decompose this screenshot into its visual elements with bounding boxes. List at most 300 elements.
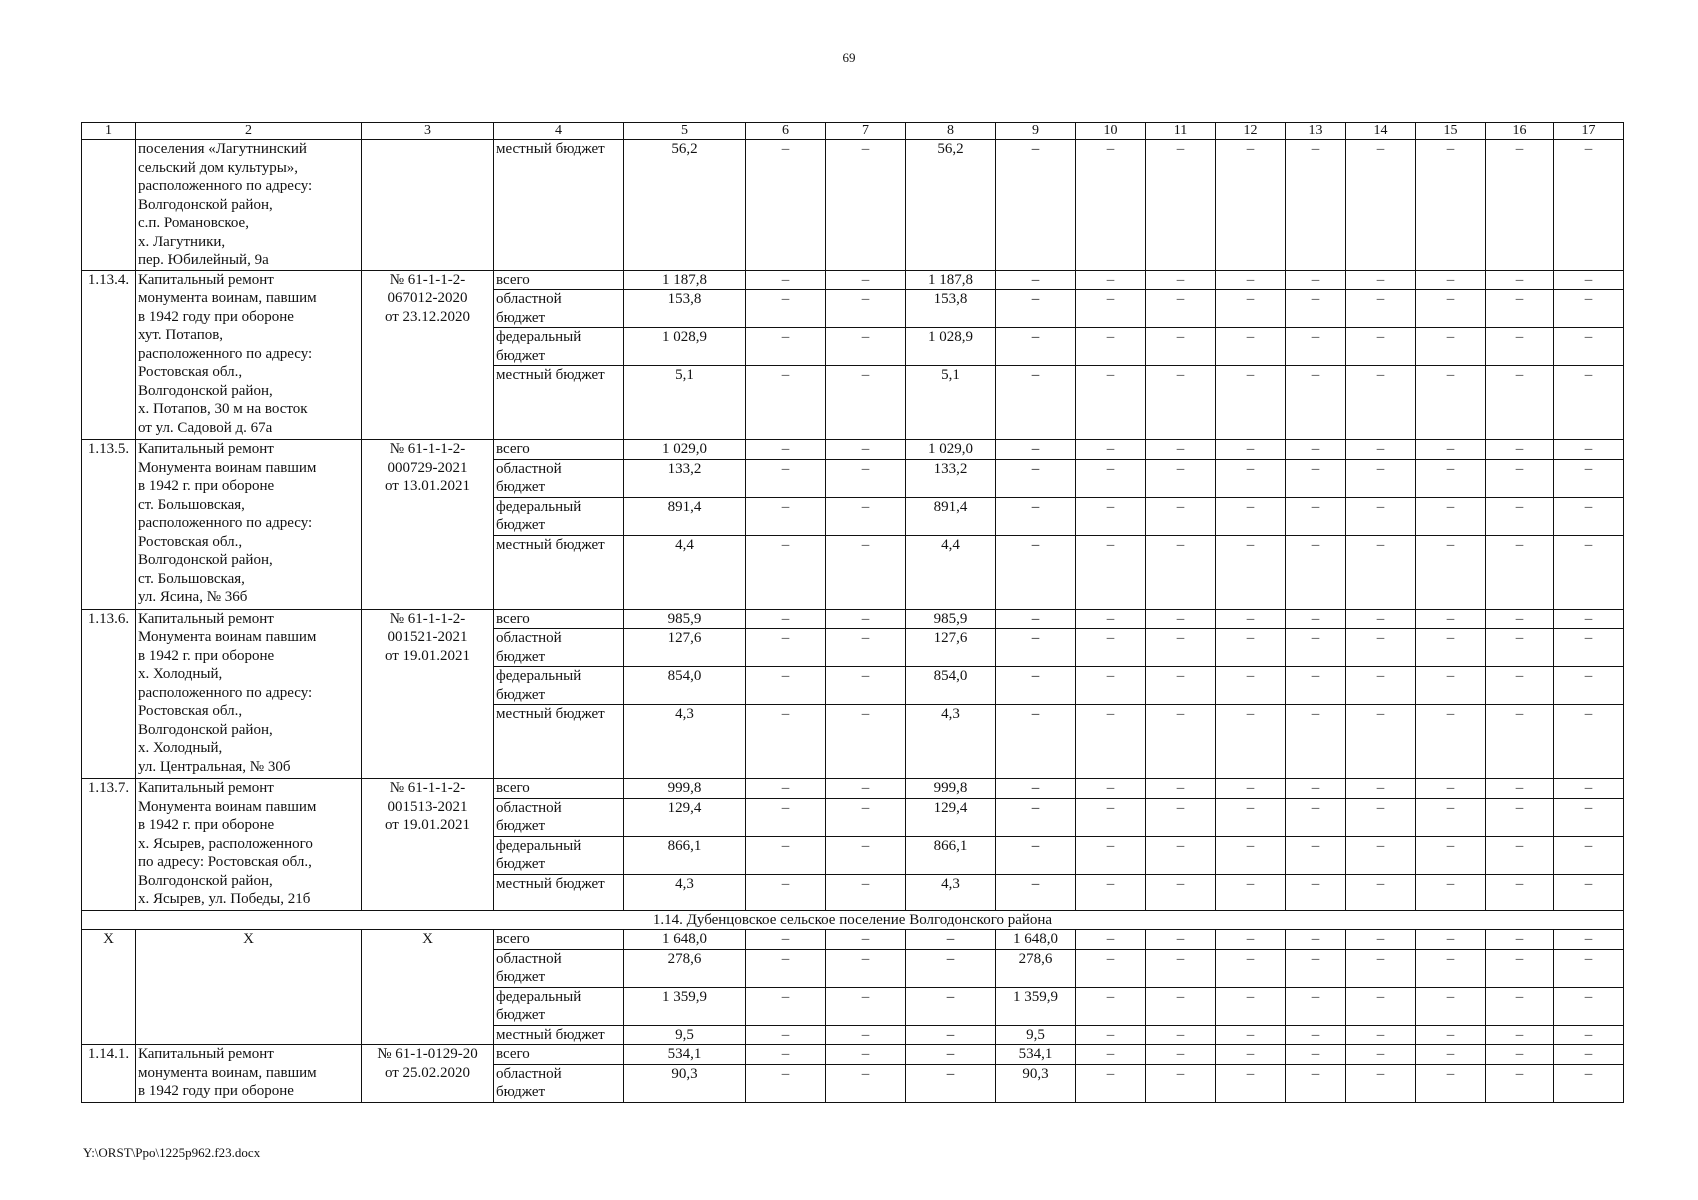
empty-value: – [1486,328,1554,366]
empty-value: – [1146,440,1216,460]
year-value-col8: 1 029,0 [906,440,996,460]
year-value-col8: – [906,1025,996,1045]
empty-value: – [1216,667,1286,705]
empty-value: – [1216,270,1286,290]
item-number: 1.13.7. [82,779,136,911]
table-row [82,609,1624,629]
funding-source: местный бюджет [494,366,624,440]
empty-value: – [1076,667,1146,705]
funding-source: федеральный бюджет [494,667,624,705]
empty-value: – [746,667,826,705]
empty-value: – [1486,497,1554,535]
empty-value: – [826,535,906,609]
empty-value: – [1216,949,1286,987]
year-value-col8: 4,4 [906,535,996,609]
empty-value: – [826,290,906,328]
empty-value: – [746,836,826,874]
empty-value: – [1416,779,1486,799]
empty-value: – [1554,1025,1624,1045]
item-name: поселения «Лагутнинский сельский дом культуры», расположенного по адресу: Волгодонской район, с.п. Романовское, х. Лагутники, пер. Юбилейный, 9а [136,140,362,271]
empty-value: – [1216,440,1286,460]
empty-value: – [826,609,906,629]
year-value-col9: – [996,609,1076,629]
column-number-header: 5 [624,123,746,140]
total-value: 534,1 [624,1045,746,1065]
empty-value: – [1486,949,1554,987]
empty-value: – [1286,874,1346,910]
document-number: № 61-1-1-2- 001513-2021 от 19.01.2021 [362,779,494,911]
empty-value: – [826,459,906,497]
empty-value: – [1346,874,1416,910]
empty-value: – [1286,930,1346,950]
year-value-col9: – [996,140,1076,271]
column-number-header: 16 [1486,123,1554,140]
empty-value: – [1416,836,1486,874]
total-value: 127,6 [624,629,746,667]
item-number: 1.13.5. [82,440,136,610]
empty-value: – [1346,1045,1416,1065]
empty-value: – [1076,1025,1146,1045]
empty-value: – [826,328,906,366]
year-value-col8: 985,9 [906,609,996,629]
empty-value: – [1216,535,1286,609]
empty-value: – [1346,798,1416,836]
total-value: 854,0 [624,667,746,705]
empty-value: – [826,629,906,667]
empty-value: – [1554,949,1624,987]
empty-value: – [1554,609,1624,629]
empty-value: – [1286,270,1346,290]
item-name: Капитальный ремонт Монумента воинам павшим в 1942 г. при обороне ст. Большовская, расположенного по адресу: Ростовская обл., Волгодонской район, ст. Большовская, ул. Ясина, № 36б [136,440,362,610]
table-row [82,270,1624,290]
empty-value: – [746,987,826,1025]
column-number-header: 4 [494,123,624,140]
empty-value: – [1486,629,1554,667]
empty-value: – [1486,1025,1554,1045]
column-number-header: 8 [906,123,996,140]
total-value: 129,4 [624,798,746,836]
empty-value: – [1146,930,1216,950]
empty-value: – [1346,440,1416,460]
empty-value: – [1554,497,1624,535]
year-value-col8: 854,0 [906,667,996,705]
empty-value: – [1146,779,1216,799]
year-value-col8: 891,4 [906,497,996,535]
empty-value: – [1076,609,1146,629]
empty-value: – [1346,609,1416,629]
empty-value: – [826,366,906,440]
empty-value: – [1076,779,1146,799]
empty-value: – [746,140,826,271]
empty-value: – [1486,836,1554,874]
item-name: Капитальный ремонт Монумента воинам павшим в 1942 г. при обороне х. Ясырев, расположенного по адресу: Ростовская обл., Волгодонской район, х. Ясырев, ул. Победы, 21б [136,779,362,911]
empty-value: – [1346,1025,1416,1045]
total-value: 999,8 [624,779,746,799]
item-name: Капитальный ремонт Монумента воинам павшим в 1942 г. при обороне х. Холодный, расположенного по адресу: Ростовская обл., Волгодонской район, х. Холодный, ул. Центральная, № 30б [136,609,362,779]
empty-value: – [1076,459,1146,497]
empty-value: – [1286,987,1346,1025]
year-value-col9: 534,1 [996,1045,1076,1065]
empty-value: – [1554,1045,1624,1065]
empty-value: – [1486,930,1554,950]
empty-value: – [1286,629,1346,667]
year-value-col8: 1 187,8 [906,270,996,290]
empty-value: – [1554,779,1624,799]
year-value-col9: 1 359,9 [996,987,1076,1025]
column-number-header: 14 [1346,123,1416,140]
empty-value: – [1076,140,1146,271]
empty-value: – [1286,328,1346,366]
total-value: 866,1 [624,836,746,874]
empty-value: – [1486,987,1554,1025]
empty-value: – [1554,535,1624,609]
empty-value: – [1416,1064,1486,1102]
year-value-col8: 866,1 [906,836,996,874]
empty-value: – [1216,497,1286,535]
empty-value: – [1554,366,1624,440]
column-number-header: 10 [1076,123,1146,140]
empty-value: – [1216,459,1286,497]
empty-value: – [1286,836,1346,874]
funding-source: всего [494,270,624,290]
empty-value: – [1554,798,1624,836]
empty-value: – [826,874,906,910]
empty-value: – [1286,1045,1346,1065]
empty-value: – [1216,705,1286,779]
year-value-col8: 133,2 [906,459,996,497]
empty-value: – [1416,798,1486,836]
year-value-col8: 4,3 [906,705,996,779]
item-number: 1.14.1. [82,1045,136,1103]
empty-value: – [1554,874,1624,910]
empty-value: – [826,987,906,1025]
empty-value: – [826,705,906,779]
empty-value: – [826,1064,906,1102]
total-value: 1 028,9 [624,328,746,366]
funding-source: федеральный бюджет [494,836,624,874]
empty-value: – [1146,1064,1216,1102]
empty-value: – [1146,290,1216,328]
column-number-header: 7 [826,123,906,140]
file-path-footer: Y:\ORST\Ppo\1225p962.f23.docx [83,1145,261,1160]
section-title: 1.14. Дубенцовское сельское поселение Волгодонского района [82,910,1624,930]
empty-value: – [1286,290,1346,328]
empty-value: – [1486,366,1554,440]
total-value: 4,3 [624,705,746,779]
item-name: Капитальный ремонт монумента воинам, павшим в 1942 году при обороне [136,1045,362,1103]
empty-value: – [1554,440,1624,460]
year-value-col8: 1 028,9 [906,328,996,366]
total-value: 56,2 [624,140,746,271]
funding-source: областной бюджет [494,629,624,667]
empty-value: – [1286,705,1346,779]
empty-value: – [1486,1045,1554,1065]
total-value: 1 359,9 [624,987,746,1025]
empty-value: – [1486,459,1554,497]
funding-source: федеральный бюджет [494,987,624,1025]
year-value-col9: – [996,798,1076,836]
empty-value: – [1076,328,1146,366]
empty-value: – [826,270,906,290]
empty-value: – [746,1045,826,1065]
empty-value: – [1146,270,1216,290]
document-number: № 61-1-1-2- 000729-2021 от 13.01.2021 [362,440,494,610]
year-value-col9: – [996,629,1076,667]
empty-value: – [1346,328,1416,366]
funding-source: местный бюджет [494,705,624,779]
empty-value: – [826,949,906,987]
total-value: 4,3 [624,874,746,910]
empty-value: – [1486,798,1554,836]
empty-value: – [1554,1064,1624,1102]
empty-value: – [746,705,826,779]
empty-value: – [1076,798,1146,836]
year-value-col9: 1 648,0 [996,930,1076,950]
empty-value: – [746,874,826,910]
item-number: 1.13.4. [82,270,136,440]
empty-value: – [1554,705,1624,779]
year-value-col9: – [996,836,1076,874]
empty-value: – [746,629,826,667]
empty-value: – [1076,930,1146,950]
total-value: 985,9 [624,609,746,629]
empty-value: – [826,930,906,950]
table-row [82,140,1624,271]
empty-value: – [1286,798,1346,836]
empty-value: – [1486,1064,1554,1102]
empty-value: – [1216,1025,1286,1045]
total-value: 1 648,0 [624,930,746,950]
year-value-col8: – [906,949,996,987]
empty-value: – [1486,705,1554,779]
empty-value: – [826,836,906,874]
empty-value: – [1286,779,1346,799]
empty-value: – [1346,629,1416,667]
funding-source: областной бюджет [494,290,624,328]
empty-value: – [1346,459,1416,497]
empty-value: – [1216,609,1286,629]
empty-value: – [1416,629,1486,667]
empty-value: – [746,1064,826,1102]
empty-value: – [1076,705,1146,779]
empty-value: – [1076,949,1146,987]
empty-value: – [826,1025,906,1045]
year-value-col8: 129,4 [906,798,996,836]
column-number-header: 12 [1216,123,1286,140]
empty-value: – [1554,629,1624,667]
empty-value: – [1216,836,1286,874]
empty-value: – [1146,629,1216,667]
empty-value: – [746,270,826,290]
funding-source: местный бюджет [494,874,624,910]
document-number [362,140,494,271]
empty-value: – [1076,629,1146,667]
empty-value: – [1416,366,1486,440]
empty-value: – [1216,1064,1286,1102]
empty-value: – [1286,366,1346,440]
empty-value: – [1146,497,1216,535]
column-number-header: 9 [996,123,1076,140]
empty-value: – [1146,609,1216,629]
empty-value: – [1286,609,1346,629]
empty-value: – [1216,798,1286,836]
empty-value: – [1146,667,1216,705]
document-number: № 61-1-1-2- 001521-2021 от 19.01.2021 [362,609,494,779]
empty-value: – [1346,930,1416,950]
empty-value: – [1346,270,1416,290]
empty-value: – [1286,667,1346,705]
empty-value: – [826,779,906,799]
empty-value: – [1216,140,1286,271]
total-value: 90,3 [624,1064,746,1102]
empty-value: – [826,140,906,271]
year-value-col9: – [996,535,1076,609]
empty-value: – [1416,140,1486,271]
total-value: 891,4 [624,497,746,535]
empty-value: – [1416,290,1486,328]
header-row [82,123,1624,140]
funding-source: областной бюджет [494,949,624,987]
item-name: Капитальный ремонт монумента воинам, павшим в 1942 году при обороне хут. Потапов, расположенного по адресу: Ростовская обл., Волгодонской район, х. Потапов, 30 м на восток от ул. Садовой д. 67а [136,270,362,440]
empty-value: – [1416,609,1486,629]
empty-value: – [1286,459,1346,497]
year-value-col8: 56,2 [906,140,996,271]
funding-source: всего [494,440,624,460]
column-number-header: 11 [1146,123,1216,140]
year-value-col9: – [996,779,1076,799]
column-number-header: 17 [1554,123,1624,140]
total-value: 1 029,0 [624,440,746,460]
empty-value: – [1146,836,1216,874]
empty-value: – [1346,987,1416,1025]
empty-value: – [826,798,906,836]
empty-value: – [1486,140,1554,271]
table-row [82,440,1624,460]
empty-value: – [1416,270,1486,290]
funding-source: местный бюджет [494,1025,624,1045]
item-number [82,140,136,271]
empty-value: – [1554,328,1624,366]
empty-value: – [1554,836,1624,874]
total-value: 4,4 [624,535,746,609]
empty-value: – [1146,949,1216,987]
item-number: Х [82,930,136,1045]
year-value-col9: – [996,705,1076,779]
item-number: 1.13.6. [82,609,136,779]
empty-value: – [1076,987,1146,1025]
empty-value: – [1346,290,1416,328]
empty-value: – [1416,705,1486,779]
empty-value: – [1346,836,1416,874]
empty-value: – [1486,667,1554,705]
empty-value: – [1554,930,1624,950]
column-number-header: 15 [1416,123,1486,140]
total-value: 153,8 [624,290,746,328]
empty-value: – [1416,328,1486,366]
empty-value: – [1216,874,1286,910]
empty-value: – [1346,705,1416,779]
year-value-col8: – [906,987,996,1025]
year-value-col8: – [906,930,996,950]
year-value-col8: – [906,1064,996,1102]
empty-value: – [1076,290,1146,328]
empty-value: – [746,798,826,836]
empty-value: – [1146,459,1216,497]
year-value-col8: 153,8 [906,290,996,328]
empty-value: – [1554,667,1624,705]
document-number: № 61-1-0129-20 от 25.02.2020 [362,1045,494,1103]
empty-value: – [1416,535,1486,609]
empty-value: – [1416,930,1486,950]
total-value: 133,2 [624,459,746,497]
year-value-col9: – [996,290,1076,328]
empty-value: – [1146,987,1216,1025]
empty-value: – [1286,140,1346,271]
empty-value: – [1146,535,1216,609]
year-value-col9: – [996,459,1076,497]
empty-value: – [1346,535,1416,609]
empty-value: – [746,440,826,460]
funding-source: местный бюджет [494,140,624,271]
empty-value: – [1216,290,1286,328]
empty-value: – [1416,440,1486,460]
section-row [82,910,1624,930]
funding-source: всего [494,609,624,629]
empty-value: – [1486,535,1554,609]
year-value-col8: 127,6 [906,629,996,667]
empty-value: – [1216,1045,1286,1065]
empty-value: – [1216,779,1286,799]
empty-value: – [1146,328,1216,366]
column-number-header: 13 [1286,123,1346,140]
budget-table [81,122,1624,1103]
total-value: 5,1 [624,366,746,440]
empty-value: – [746,930,826,950]
empty-value: – [1286,535,1346,609]
column-number-header: 6 [746,123,826,140]
empty-value: – [1286,497,1346,535]
empty-value: – [1146,705,1216,779]
total-value: 9,5 [624,1025,746,1045]
empty-value: – [826,667,906,705]
empty-value: – [1146,366,1216,440]
empty-value: – [1076,497,1146,535]
funding-source: федеральный бюджет [494,497,624,535]
total-value: 1 187,8 [624,270,746,290]
empty-value: – [1416,1025,1486,1045]
empty-value: – [1554,987,1624,1025]
funding-source: всего [494,779,624,799]
empty-value: – [1346,366,1416,440]
empty-value: – [746,497,826,535]
empty-value: – [1146,140,1216,271]
year-value-col8: – [906,1045,996,1065]
funding-source: местный бюджет [494,535,624,609]
year-value-col9: 90,3 [996,1064,1076,1102]
empty-value: – [1416,987,1486,1025]
empty-value: – [1076,1064,1146,1102]
column-number-header: 1 [82,123,136,140]
empty-value: – [1076,270,1146,290]
year-value-col9: – [996,366,1076,440]
column-number-header: 3 [362,123,494,140]
empty-value: – [1146,874,1216,910]
table-row [82,930,1624,950]
empty-value: – [1346,667,1416,705]
item-name: Х [136,930,362,1045]
year-value-col9: – [996,667,1076,705]
page-number: 69 [842,50,856,65]
